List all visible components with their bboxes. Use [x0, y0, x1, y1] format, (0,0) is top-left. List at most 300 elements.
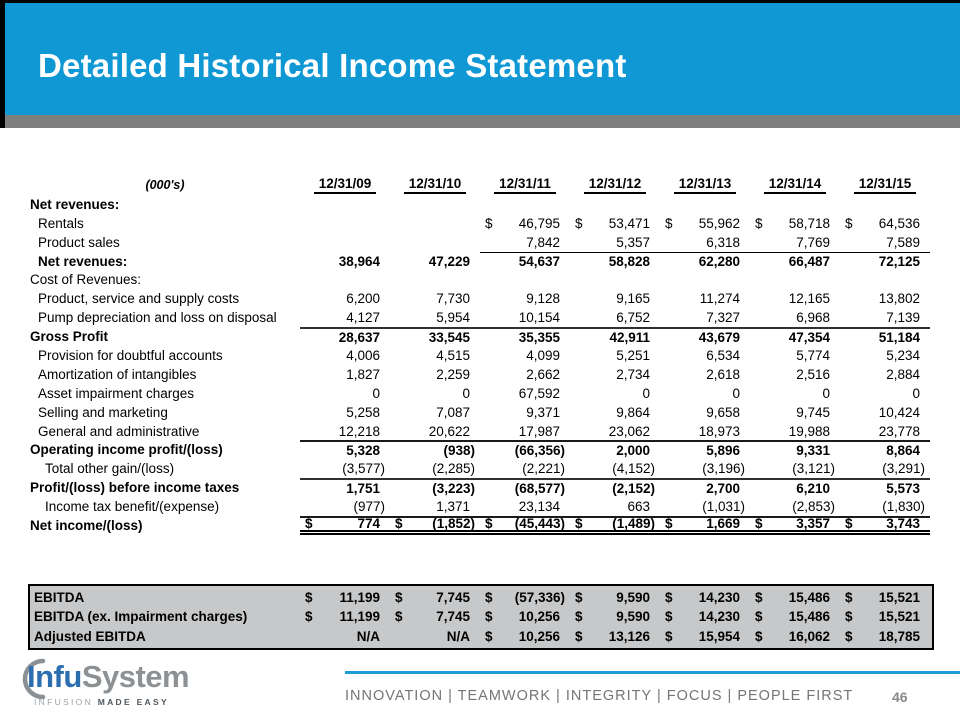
value-cell	[480, 289, 570, 308]
cell-value: (1,852)	[432, 516, 475, 532]
cell-value: 46,795	[518, 215, 560, 231]
cell-value: (3,223)	[432, 481, 475, 497]
value-cell	[750, 607, 840, 626]
value-cell	[840, 233, 930, 252]
cell-value: N/A	[356, 628, 380, 644]
cell-value: 2,662	[526, 366, 560, 382]
table-row	[30, 308, 932, 327]
cell-value: 5,896	[706, 443, 740, 459]
dollar-sign: $	[845, 628, 853, 644]
cell-value: 8,864	[886, 443, 920, 459]
value-cell	[480, 403, 570, 422]
cell-value: 2,000	[616, 443, 650, 459]
cell-value: 7,745	[436, 609, 470, 625]
cell-value: 6,534	[706, 347, 740, 363]
row-label: Pump depreciation and loss on disposal	[38, 310, 277, 326]
value-cell	[300, 459, 390, 478]
value-cell	[300, 195, 390, 214]
value-cell	[480, 627, 570, 646]
cell-value: 5,573	[886, 481, 920, 497]
cell-value: 35,355	[518, 330, 560, 346]
value-cell	[390, 440, 480, 459]
dollar-sign: $	[575, 590, 583, 606]
cell-value: 33,545	[428, 330, 470, 346]
value-cell	[390, 214, 480, 233]
value-cell	[480, 327, 570, 346]
column-header-date: 12/31/12	[584, 176, 647, 194]
cell-value: 1,827	[346, 366, 380, 382]
value-cell	[390, 252, 480, 271]
dollar-sign: $	[305, 590, 313, 606]
cell-value: 12,218	[338, 423, 380, 439]
cell-value: 6,968	[796, 310, 830, 326]
value-cell	[570, 422, 660, 441]
cell-value: (1,830)	[882, 499, 925, 515]
value-cell	[660, 440, 750, 459]
value-cell	[750, 384, 840, 403]
table-row	[30, 497, 932, 516]
column-header-cell	[570, 176, 660, 195]
cell-value: (1,489)	[612, 516, 655, 532]
dollar-sign: $	[395, 590, 403, 606]
value-cell	[390, 195, 480, 214]
cell-value: 2,618	[706, 366, 740, 382]
row-label: Rentals	[38, 215, 84, 231]
value-cell	[660, 459, 750, 478]
cell-value: 14,230	[698, 590, 740, 606]
table-row	[30, 327, 932, 346]
column-header-cell	[480, 176, 570, 195]
cell-value: 11,199	[339, 590, 380, 606]
dollar-sign: $	[845, 609, 853, 625]
value-cell	[840, 497, 930, 516]
value-cell	[300, 607, 390, 626]
value-cell	[750, 365, 840, 384]
value-cell	[570, 289, 660, 308]
cell-value: 23,134	[518, 499, 560, 515]
value-cell	[570, 607, 660, 626]
value-cell	[750, 588, 840, 607]
cell-value: 0	[822, 385, 830, 401]
dollar-sign: $	[755, 215, 763, 231]
value-cell	[750, 252, 840, 271]
table-row	[30, 270, 932, 289]
cell-value: 4,099	[526, 347, 560, 363]
value-cell	[390, 422, 480, 441]
cell-value: 9,331	[796, 443, 830, 459]
cell-value: 0	[642, 385, 650, 401]
value-cell	[660, 403, 750, 422]
value-cell	[300, 516, 390, 535]
value-cell	[750, 440, 840, 459]
cell-value: 15,521	[878, 590, 920, 606]
value-cell	[660, 327, 750, 346]
income-statement-table	[30, 176, 932, 535]
cell-value: 19,988	[788, 423, 830, 439]
value-cell	[660, 607, 750, 626]
cell-value: (2,853)	[792, 499, 835, 515]
value-cell	[840, 289, 930, 308]
value-cell	[840, 195, 930, 214]
cell-value: 28,637	[338, 330, 380, 346]
cell-value: 53,471	[608, 215, 650, 231]
logo-tagline	[34, 697, 169, 707]
cell-value: 5,234	[886, 347, 920, 363]
cell-value: 9,864	[616, 404, 650, 420]
cell-value: 1,751	[346, 481, 380, 497]
value-cell	[750, 627, 840, 646]
cell-value: N/A	[446, 628, 470, 644]
cell-value: 11,199	[339, 609, 380, 625]
cell-value: 58,718	[788, 215, 830, 231]
units-label: (000's)	[145, 178, 185, 193]
dollar-sign: $	[845, 516, 853, 532]
dollar-sign: $	[575, 516, 583, 532]
cell-value: 66,487	[788, 254, 830, 269]
value-cell	[300, 588, 390, 607]
ebitda-box	[28, 584, 934, 650]
tagline-made-easy: MADE EASY	[97, 697, 169, 707]
value-cell	[840, 252, 930, 271]
table-row	[30, 440, 932, 459]
table-row	[30, 403, 932, 422]
cell-value: 3,357	[796, 516, 830, 532]
cell-value: 4,006	[346, 347, 380, 363]
value-cell	[750, 478, 840, 497]
cell-value: (3,121)	[792, 461, 835, 477]
row-label: EBITDA	[34, 590, 85, 606]
value-cell	[570, 440, 660, 459]
column-header-cell	[300, 176, 390, 195]
table-row	[30, 422, 932, 441]
cell-value: 7,842	[526, 234, 560, 250]
value-cell	[480, 478, 570, 497]
value-cell	[480, 195, 570, 214]
page-number: 46	[892, 689, 908, 705]
value-cell	[390, 478, 480, 497]
column-header-cell	[840, 176, 930, 195]
dollar-sign: $	[485, 590, 493, 606]
value-cell	[480, 346, 570, 365]
cell-value: (2,221)	[522, 461, 565, 477]
cell-value: 51,184	[878, 330, 920, 346]
row-label: Net revenues:	[30, 196, 120, 212]
value-cell	[300, 252, 390, 271]
cell-value: 6,318	[706, 234, 740, 250]
value-cell	[660, 233, 750, 252]
value-cell	[840, 308, 930, 327]
cell-value: 663	[627, 499, 650, 515]
gray-divider	[0, 115, 960, 128]
value-cell	[390, 588, 480, 607]
table-body	[30, 195, 932, 535]
value-cell	[480, 308, 570, 327]
value-cell	[750, 270, 840, 289]
value-cell	[300, 440, 390, 459]
dollar-sign: $	[845, 215, 853, 231]
value-cell	[390, 497, 480, 516]
cell-value: 0	[372, 385, 380, 401]
cell-value: 18,973	[698, 423, 740, 439]
cell-value: (938)	[443, 443, 475, 459]
cell-value: 14,230	[698, 609, 740, 625]
cell-value: 1,371	[436, 499, 470, 515]
dollar-sign: $	[575, 215, 583, 231]
row-label: Amortization of intangibles	[38, 366, 197, 382]
cell-value: 0	[912, 385, 920, 401]
value-cell	[840, 459, 930, 478]
value-cell	[480, 440, 570, 459]
cell-value: 9,371	[526, 404, 560, 420]
cell-value: 10,256	[518, 628, 560, 644]
value-cell	[300, 422, 390, 441]
cell-value: 47,354	[788, 330, 830, 346]
cell-value: 23,062	[608, 423, 650, 439]
value-cell	[570, 403, 660, 422]
value-cell	[660, 365, 750, 384]
value-cell	[750, 233, 840, 252]
cell-value: 0	[732, 385, 740, 401]
table-row	[30, 516, 932, 535]
cell-value: 10,424	[878, 404, 920, 420]
value-cell	[390, 365, 480, 384]
infusystem-logo	[27, 659, 189, 695]
cell-value: 6,752	[616, 310, 650, 326]
value-cell	[480, 516, 570, 535]
row-label: Asset impairment charges	[38, 385, 195, 401]
value-cell	[840, 214, 930, 233]
value-cell	[300, 478, 390, 497]
row-label: Product, service and supply costs	[38, 291, 240, 307]
value-cell	[390, 289, 480, 308]
column-header-cell	[750, 176, 840, 195]
row-label: Income tax benefit/(expense)	[45, 499, 220, 515]
cell-value: (1,031)	[702, 499, 745, 515]
cell-value: 1,669	[706, 516, 740, 532]
value-cell	[750, 403, 840, 422]
cell-value: 72,125	[878, 254, 920, 269]
dollar-sign: $	[665, 516, 673, 532]
cell-value: 47,229	[428, 253, 470, 269]
value-cell	[750, 422, 840, 441]
company-values-line: INNOVATION | TEAMWORK | INTEGRITY | FOCUS | PEOPLE FIRST	[345, 688, 854, 704]
column-header-date: 12/31/14	[764, 176, 827, 194]
value-cell	[840, 440, 930, 459]
cell-value: 5,328	[346, 443, 380, 459]
ebitda-row	[30, 627, 932, 646]
value-cell	[660, 516, 750, 535]
value-cell	[660, 214, 750, 233]
value-cell	[750, 346, 840, 365]
cell-value: 2,259	[436, 366, 470, 382]
value-cell	[840, 270, 930, 289]
value-cell	[750, 516, 840, 535]
table-row	[30, 384, 932, 403]
cell-value: 54,637	[518, 254, 560, 269]
value-cell	[840, 327, 930, 346]
value-cell	[570, 195, 660, 214]
value-cell	[840, 627, 930, 646]
cell-value: 15,521	[878, 609, 920, 625]
logo-text-infu: Infu	[27, 659, 82, 694]
dollar-sign: $	[575, 609, 583, 625]
cell-value: 9,590	[616, 609, 650, 625]
cell-value: 9,590	[616, 590, 650, 606]
value-cell	[390, 516, 480, 535]
value-cell	[660, 384, 750, 403]
cell-value: (3,196)	[702, 461, 745, 477]
column-header-cell	[390, 176, 480, 195]
value-cell	[840, 346, 930, 365]
logo-text-system: System	[81, 659, 190, 694]
value-cell	[300, 289, 390, 308]
cell-value: 2,734	[616, 366, 650, 382]
value-cell	[660, 308, 750, 327]
column-header-date: 12/31/11	[494, 176, 556, 194]
cell-value: (3,291)	[882, 461, 925, 477]
value-cell	[660, 478, 750, 497]
cell-value: 7,589	[886, 234, 920, 250]
tagline-infusion: INFUSION	[34, 697, 98, 707]
value-cell	[570, 497, 660, 516]
cell-value: 774	[357, 516, 380, 532]
row-label: Provision for doubtful accounts	[38, 347, 223, 363]
value-cell	[300, 403, 390, 422]
row-label: Gross Profit	[30, 329, 109, 345]
value-cell	[480, 233, 570, 252]
value-cell	[840, 422, 930, 441]
cell-value: 10,256	[518, 609, 560, 625]
dollar-sign: $	[755, 590, 763, 606]
cell-value: 67,592	[518, 385, 560, 401]
ebitda-row	[30, 607, 932, 626]
dollar-sign: $	[665, 215, 673, 231]
table-row	[30, 365, 932, 384]
value-cell	[390, 459, 480, 478]
cell-value: 64,536	[878, 215, 920, 231]
value-cell	[570, 459, 660, 478]
dollar-sign: $	[665, 609, 673, 625]
value-cell	[300, 233, 390, 252]
cell-value: 20,622	[428, 423, 470, 439]
cell-value: 2,700	[706, 481, 740, 497]
value-cell	[300, 270, 390, 289]
cell-value: 16,062	[788, 628, 830, 644]
cell-value: (2,152)	[612, 481, 655, 497]
value-cell	[750, 459, 840, 478]
cell-value: 6,200	[346, 291, 380, 307]
value-cell	[660, 497, 750, 516]
value-cell	[390, 308, 480, 327]
row-label: Product sales	[38, 234, 120, 250]
value-cell	[480, 607, 570, 626]
cell-value: 5,774	[796, 347, 830, 363]
value-cell	[660, 270, 750, 289]
cell-value: 2,884	[886, 366, 920, 382]
dollar-sign: $	[665, 590, 673, 606]
table-row	[30, 478, 932, 497]
value-cell	[750, 327, 840, 346]
cell-value: 13,126	[608, 628, 650, 644]
column-header-date: 12/31/13	[674, 176, 737, 194]
value-cell	[480, 270, 570, 289]
dollar-sign: $	[485, 628, 493, 644]
dollar-sign: $	[755, 609, 763, 625]
page-title: Detailed Historical Income Statement	[38, 47, 627, 84]
value-cell	[570, 327, 660, 346]
cell-value: 4,515	[436, 347, 470, 363]
value-cell	[300, 384, 390, 403]
ebitda-body	[30, 588, 932, 646]
value-cell	[480, 384, 570, 403]
cell-value: 12,165	[788, 291, 830, 307]
value-cell	[840, 478, 930, 497]
cell-value: 15,954	[698, 628, 740, 644]
value-cell	[390, 384, 480, 403]
dollar-sign: $	[395, 516, 403, 532]
value-cell	[840, 365, 930, 384]
dollar-sign: $	[305, 609, 313, 625]
cell-value: 17,987	[518, 423, 560, 439]
dollar-sign: $	[755, 516, 763, 532]
value-cell	[750, 214, 840, 233]
value-cell	[750, 497, 840, 516]
value-cell	[570, 252, 660, 271]
value-cell	[480, 422, 570, 441]
value-cell	[750, 195, 840, 214]
cell-value: 0	[462, 385, 470, 401]
value-cell	[390, 327, 480, 346]
value-cell	[300, 308, 390, 327]
dollar-sign: $	[485, 215, 493, 231]
value-cell	[570, 478, 660, 497]
value-cell	[300, 327, 390, 346]
cell-value: (977)	[353, 499, 385, 515]
table-header-row	[30, 176, 932, 195]
cell-value: 5,954	[436, 310, 470, 326]
row-label: Cost of Revenues:	[30, 272, 142, 288]
value-cell	[570, 516, 660, 535]
cell-value: 2,516	[796, 366, 830, 382]
value-cell	[300, 346, 390, 365]
cell-value: 7,327	[706, 310, 740, 326]
value-cell	[840, 403, 930, 422]
cell-value: 9,128	[526, 291, 560, 307]
value-cell	[570, 270, 660, 289]
cell-value: 55,962	[698, 215, 740, 231]
value-cell	[660, 252, 750, 271]
value-cell	[390, 346, 480, 365]
value-cell	[480, 214, 570, 233]
value-cell	[840, 516, 930, 535]
dollar-sign: $	[485, 609, 493, 625]
dollar-sign: $	[395, 609, 403, 625]
column-header-date: 12/31/15	[854, 176, 917, 194]
value-cell	[570, 627, 660, 646]
value-cell	[570, 365, 660, 384]
cell-value: (4,152)	[612, 461, 655, 477]
cell-value: 7,745	[436, 590, 470, 606]
row-label: EBITDA (ex. Impairment charges)	[34, 609, 248, 625]
row-label: Adjusted EBITDA	[34, 628, 146, 644]
cell-value: 11,274	[699, 291, 740, 307]
cell-value: 9,745	[796, 404, 830, 420]
value-cell	[660, 195, 750, 214]
title-bar	[0, 0, 960, 115]
cell-value: (68,577)	[514, 481, 565, 497]
cell-value: (66,356)	[514, 443, 565, 459]
value-cell	[570, 214, 660, 233]
